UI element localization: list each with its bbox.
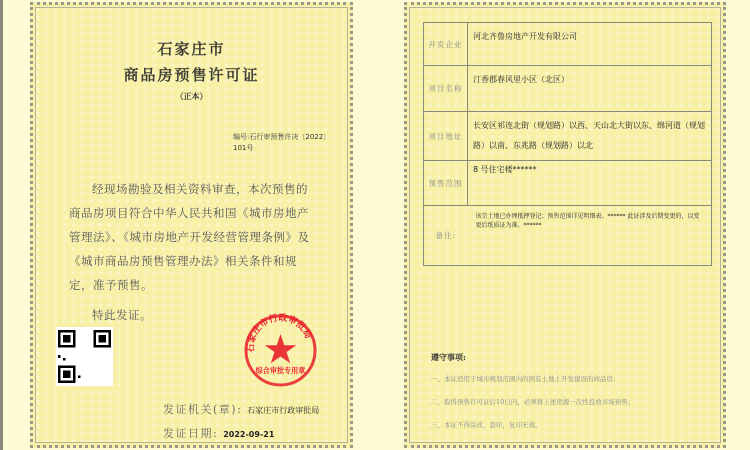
table-row [424,66,712,112]
copy-type: （正本） [175,91,208,101]
rule-item: 三、本证不得涂改、套印，复印无效。 [431,421,542,429]
project-address-value: 长安区祁连北街（规划路）以西、天山北大街以东、绵河道（规划路）以南、东兆路（规划路）以北 [468,112,712,161]
rules-title: 遵守事项: [431,352,466,362]
row-label: 开发企业 [424,23,468,66]
svg-text:石家庄市行政审批局: 石家庄市行政审批局 [246,313,313,353]
rule-item: 一、本证适用于城市规划范围内的国有土地上开发建设的商品房； [431,375,620,383]
remarks-value: 该宗土地已办理抵押登记；预售范围详见明细表。****** 此证涉及后期变更的，以变更后纸质证为准。****** [468,206,712,266]
rule-item: 二、取得预售许可证后10日内，必须将上述房源一次性投放市场预售； [431,398,635,406]
presale-scope-value: 8 号住宅楼****** [468,161,712,206]
certificate-details [404,2,726,448]
table-row [424,23,712,66]
rules-section [431,352,721,437]
table-row [424,161,712,206]
row-label: 项目地址 [424,112,468,161]
svg-text:综合审批专用章: 综合审批专用章 [255,366,306,375]
certificate-title: 商品房预售许可证 [123,66,260,84]
details-table [423,22,712,266]
developer-value: 河北齐鲁房地产开发有限公司 [468,23,712,66]
window-edge [0,0,3,450]
row-label: 备注: [424,206,468,266]
certificate-front [30,2,353,448]
row-label: 预售范围 [424,161,468,206]
official-seal [243,313,318,388]
certificate-number: 编号:石行审预售许决〔2022〕101号 [233,133,331,152]
table-row [424,112,712,161]
city-title: 石家庄市 [157,40,226,58]
issuer: 发证机关(章): 石家庄市行政审批局 [163,403,320,416]
qr-code[interactable] [56,327,113,386]
table-row [424,206,712,266]
certificate-body: 经现场勘验及相关资料审查，本次预售的商品房项目符合中华人民共和国《城市房地产管理法》、《城市房地产开发经营管理条例》及《城市商品房预售管理办法》相关条件和规定，准予预售。 特此发证。 [69,182,310,322]
project-name-value: 汀香郡春风里小区（北区） [468,66,712,112]
issue-date: 发证日期: 2022-09-21 [163,427,275,440]
row-label: 项目名称 [424,66,468,112]
